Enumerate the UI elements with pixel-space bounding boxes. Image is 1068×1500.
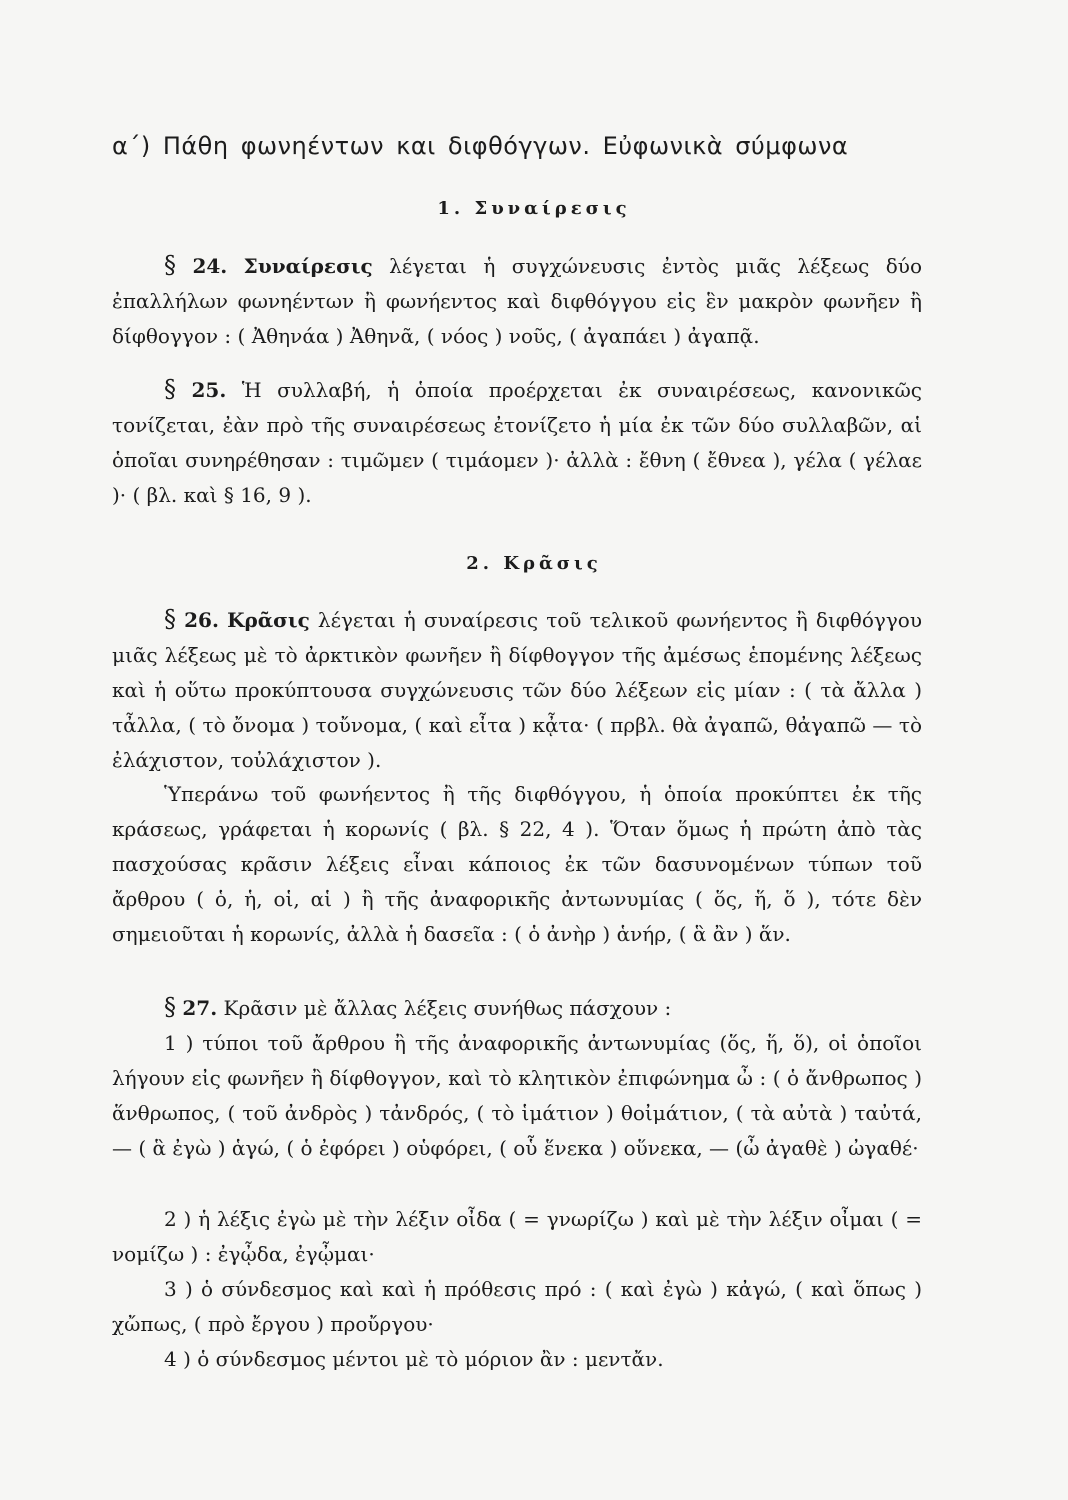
section-sign: § [164,605,176,633]
section-sign: § [164,375,176,403]
paragraph-27 [112,990,922,1026]
list-item-text: 1 ) τύποι τοῦ ἄρθρου ἢ τῆς ἀναφορικῆς ἀντωνυμίας (ὅς, ἥ, ὅ), οἱ ὁποῖοι λήγουν εἰς φωνῆεν ἢ δίφθογγον, καὶ τὸ κλητικὸν ἐπιφώνημα ὦ : ( ὁ ἄνθρωπος ) ἅνθρωπος, ( τοῦ ἀνδρὸς ) τἀνδρός, ( τὸ ἱμάτιον ) θοἰμάτιον, ( τὰ αὐτὰ ) ταὐτά, — ( ἃ ἐγὼ ) ἁγώ, ( ὁ ἐφόρει ) οὑφόρει, ( οὗ ἕνεκα ) οὕνεκα, — (ὦ ἀγαθὲ ) ὠγαθέ· [112,1031,922,1160]
paragraph-text: λέγεται ἡ συγχώνευσις ἐντὸς μιᾶς λέξεως δύο ἐπαλλήλων φωνηέντων ἢ φωνήεντος καὶ διφθόγγου εἰς ἓν μακρὸν φωνῆεν ἢ δίφθογγον : ( Ἀθηνάα ) Ἀθηνᾶ, ( νόος ) νοῦς, ( ἀγαπάει ) ἀγαπᾷ. [112,254,922,348]
section-sign: § [164,251,176,279]
section-sign: § [164,993,176,1021]
paragraph-number: 27. [182,996,218,1020]
paragraph-26-continued [112,777,922,952]
list-item-1 [112,1026,922,1166]
section-heading-synairesis: 1. Συναίρεσις [437,198,631,219]
list-item-text: 3 ) ὁ σύνδεσμος καὶ καὶ ἡ πρόθεσις πρό : ( καὶ ἐγὼ ) κἀγώ, ( καὶ ὅπως ) χὤπως, ( πρὸ ἔργου ) προὔργου· [112,1277,922,1336]
paragraph-number: 24. [192,254,228,278]
paragraph-text: Ἡ συλλαβή, ἡ ὁποία προέρχεται ἐκ συναιρέσεως, κανονικῶς τονίζεται, ἐὰν πρὸ τῆς συναιρέσεως ἐτονίζετο ἡ μία ἐκ τῶν δύο συλλαβῶν, αἱ ὁποῖαι συνηρέθησαν : τιμῶμεν ( τιμάομεν )· ἀλλὰ : ἔθνη ( ἔθνεα ), γέλα ( γέλαε )· ( βλ. καὶ § 16, 9 ). [112,378,922,507]
paragraph-text: λέγεται ἡ συναίρεσις τοῦ τελικοῦ φωνήεντος ἢ διφθόγγου μιᾶς λέξεως μὲ τὸ ἀρκτικὸν φωνῆεν ἢ δίφθογγον τῆς ἀμέσως ἑπομένης λέξεως καὶ ἡ οὕτω προκύπτουσα συγχώνευσις τῶν δύο λέξεων εἰς μίαν : ( τὰ ἄλλα ) τἆλλα, ( τὸ ὄνομα ) τοὔνομα, ( καὶ εἶτα ) κᾆτα· ( πρβλ. θὰ ἀγαπῶ, θἀγαπῶ — τὸ ἐλάχιστον, τοὐλάχιστον ). [112,608,922,772]
paragraph-text: Κρᾶσιν μὲ ἄλλας λέξεις συνήθως πάσχουν : [217,996,672,1020]
chapter-title: α΄) Πάθη φωνηέντων και διφθόγγων. Εὐφωνικὰ σύμφωνα [112,132,849,160]
list-item-3 [112,1272,922,1342]
paragraph-26 [112,602,922,778]
list-item-text: 4 ) ὁ σύνδεσμος μέντοι μὲ τὸ μόριον ἂν : μεντἄν. [164,1347,664,1371]
list-item-4 [112,1342,922,1377]
paragraph-25 [112,372,922,513]
list-item-2 [112,1202,922,1272]
section-heading-krasis: 2. Κρᾶσις [466,553,602,574]
term-synairesis: Συναίρεσις [243,254,373,278]
paragraph-text: Ὑπεράνω τοῦ φωνήεντος ἢ τῆς διφθόγγου, ἡ ὁποία προκύπτει ἐκ τῆς κράσεως, γράφεται ἡ κορωνίς ( βλ. § 22, 4 ). Ὅταν ὅμως ἡ πρώτη ἀπὸ τὰς πασχούσας κρᾶσιν λέξεις εἶναι κάποιος ἐκ τῶν δασυνομένων τύπων τοῦ ἄρθρου ( ὁ, ἡ, οἱ, αἱ ) ἢ τῆς ἀναφορικῆς ἀντωνυμίας ( ὅς, ἥ, ὅ ), τότε δὲν σημειοῦται ἡ κορωνίς, ἀλλὰ ἡ δασεῖα : ( ὁ ἀνὴρ ) ἁνήρ, ( ἃ ἂν ) ἅν. [112,782,922,946]
paragraph-number: 26. [184,608,219,632]
paragraph-24 [112,248,922,354]
paragraph-number: 25. [191,378,227,402]
list-item-text: 2 ) ἡ λέξις ἐγὼ μὲ τὴν λέξιν οἶδα ( = γνωρίζω ) καὶ μὲ τὴν λέξιν οἶμαι ( = νομίζω ) : ἐγᾦδα, ἐγᾦμαι· [112,1207,922,1266]
term-krasis: Κρᾶσις [227,608,310,632]
